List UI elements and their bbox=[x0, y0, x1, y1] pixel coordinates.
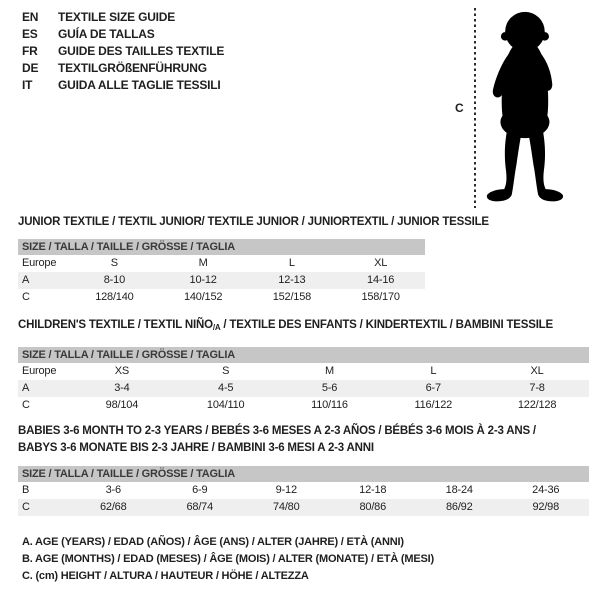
section-title-subscript: /A bbox=[212, 323, 221, 332]
table-cell: 24-36 bbox=[532, 484, 560, 496]
section-title-babies-line1: BABIES 3-6 MONTH TO 2-3 YEARS / BEBÉS 3-6 MESES A 2-3 AÑOS / BÉBÉS 3-6 MOIS À 2-3 ANS / bbox=[18, 425, 536, 437]
row-label: C bbox=[22, 291, 30, 303]
table-row bbox=[18, 397, 589, 414]
table-cell: 6-7 bbox=[425, 382, 441, 394]
language-code: EN bbox=[22, 10, 39, 24]
height-measure-label: C bbox=[455, 101, 464, 115]
table-cell: 80/86 bbox=[359, 501, 387, 513]
language-title-block bbox=[22, 9, 224, 94]
table-cell: 14-16 bbox=[367, 274, 395, 286]
table-cell: S bbox=[222, 365, 230, 377]
table-cell: 9-12 bbox=[275, 484, 297, 496]
table-cell: 152/158 bbox=[272, 291, 312, 303]
language-title: GUIDE DES TAILLES TEXTILE bbox=[58, 44, 225, 58]
size-table-header: SIZE / TALLA / TAILLE / GRÖSSE / TAGLIA bbox=[18, 239, 425, 255]
table-row bbox=[18, 272, 425, 289]
table-cell: 10-12 bbox=[189, 274, 217, 286]
row-label: A bbox=[22, 382, 30, 394]
table-cell: 86/92 bbox=[445, 501, 473, 513]
language-line-de bbox=[22, 60, 224, 77]
row-label: Europe bbox=[22, 257, 57, 269]
size-table-header: SIZE / TALLA / TAILLE / GRÖSSE / TAGLIA bbox=[18, 466, 589, 482]
row-label: Europe bbox=[22, 365, 57, 377]
language-title: TEXTILE SIZE GUIDE bbox=[58, 10, 176, 24]
language-title: TEXTILGRÖßENFÜHRUNG bbox=[58, 61, 207, 75]
table-cell: 3-4 bbox=[114, 382, 130, 394]
table-cell: S bbox=[110, 257, 118, 269]
table-cell: 8-10 bbox=[103, 274, 125, 286]
language-code: ES bbox=[22, 27, 38, 41]
table-cell: 12-18 bbox=[359, 484, 387, 496]
table-cell: 98/104 bbox=[105, 399, 139, 411]
table-cell: 12-13 bbox=[278, 274, 306, 286]
row-label: B bbox=[22, 484, 30, 496]
table-cell: 92/98 bbox=[532, 501, 560, 513]
section-title-children bbox=[18, 319, 553, 332]
language-code: DE bbox=[22, 61, 39, 75]
table-cell: 5-6 bbox=[321, 382, 338, 394]
table-cell: 122/128 bbox=[517, 399, 557, 411]
section-title-babies-line2: BABYS 3-6 MONATE BIS 2-3 JAHRE / BAMBINI 3-6 MESI A 2-3 ANNI bbox=[18, 442, 374, 454]
table-cell: 110/116 bbox=[311, 399, 348, 411]
table-cell: 6-9 bbox=[192, 484, 208, 496]
table-cell: 74/80 bbox=[272, 501, 300, 513]
section-title-text: CHILDREN'S TEXTILE / TEXTIL NIÑO bbox=[18, 319, 213, 331]
table-row bbox=[18, 499, 589, 516]
language-code: FR bbox=[22, 44, 38, 58]
table-cell: 18-24 bbox=[445, 484, 473, 496]
row-label: C bbox=[22, 501, 30, 513]
footnote-a: A. AGE (YEARS) / EDAD (AÑOS) / ÂGE (ANS) / ALTER (JAHRE) / ETÀ (ANNI) bbox=[22, 536, 404, 548]
table-cell: 7-8 bbox=[529, 382, 545, 394]
size-table-children bbox=[18, 347, 589, 414]
table-row bbox=[18, 482, 589, 499]
language-line-en bbox=[22, 9, 224, 26]
table-cell: 158/170 bbox=[361, 291, 400, 303]
footnote-c: C. (cm) HEIGHT / ALTURA / HAUTEUR / HÖHE / ALTEZZA bbox=[22, 570, 309, 582]
footnote-b: B. AGE (MONTHS) / EDAD (MESES) / ÂGE (MOIS) / ALTER (MONATE) / ETÀ (MESI) bbox=[22, 553, 434, 565]
table-row bbox=[18, 255, 425, 272]
table-cell: 62/68 bbox=[99, 501, 127, 513]
table-row bbox=[18, 363, 589, 380]
language-title: GUIDA ALLE TAGLIE TESSILI bbox=[58, 78, 221, 92]
table-cell: 104/110 bbox=[206, 399, 245, 411]
baby-silhouette-icon bbox=[481, 9, 567, 207]
table-cell: 68/74 bbox=[186, 501, 214, 513]
table-cell: XL bbox=[374, 257, 388, 269]
language-line-es bbox=[22, 26, 224, 43]
footnotes-block bbox=[22, 534, 434, 585]
height-measure-dotted-line bbox=[474, 8, 476, 208]
table-row bbox=[18, 289, 425, 306]
row-label: C bbox=[22, 399, 30, 411]
language-code: IT bbox=[22, 78, 33, 92]
table-cell: 3-6 bbox=[105, 484, 121, 496]
section-title-text: / TEXTILE DES ENFANTS / KINDERTEXTIL / BAMBINI TESSILE bbox=[220, 319, 553, 331]
language-title: GUÍA DE TALLAS bbox=[58, 27, 155, 41]
language-line-fr bbox=[22, 43, 224, 60]
size-table-babies bbox=[18, 466, 589, 516]
table-cell: M bbox=[325, 365, 334, 377]
table-cell: XL bbox=[530, 365, 544, 377]
table-cell: 128/140 bbox=[95, 291, 134, 303]
row-label: A bbox=[22, 274, 30, 286]
language-line-it bbox=[22, 77, 224, 94]
table-cell: L bbox=[430, 365, 437, 377]
table-cell: L bbox=[288, 257, 295, 269]
size-table-header: SIZE / TALLA / TAILLE / GRÖSSE / TAGLIA bbox=[18, 347, 589, 363]
table-cell: 4-5 bbox=[218, 382, 234, 394]
section-title-junior: JUNIOR TEXTILE / TEXTIL JUNIOR/ TEXTILE JUNIOR / JUNIORTEXTIL / JUNIOR TESSILE bbox=[18, 216, 489, 228]
size-table-junior bbox=[18, 239, 425, 306]
table-cell: M bbox=[198, 257, 208, 269]
table-row bbox=[18, 380, 589, 397]
table-cell: 140/152 bbox=[183, 291, 223, 303]
table-cell: 116/122 bbox=[414, 399, 453, 411]
table-cell: XS bbox=[114, 365, 130, 377]
